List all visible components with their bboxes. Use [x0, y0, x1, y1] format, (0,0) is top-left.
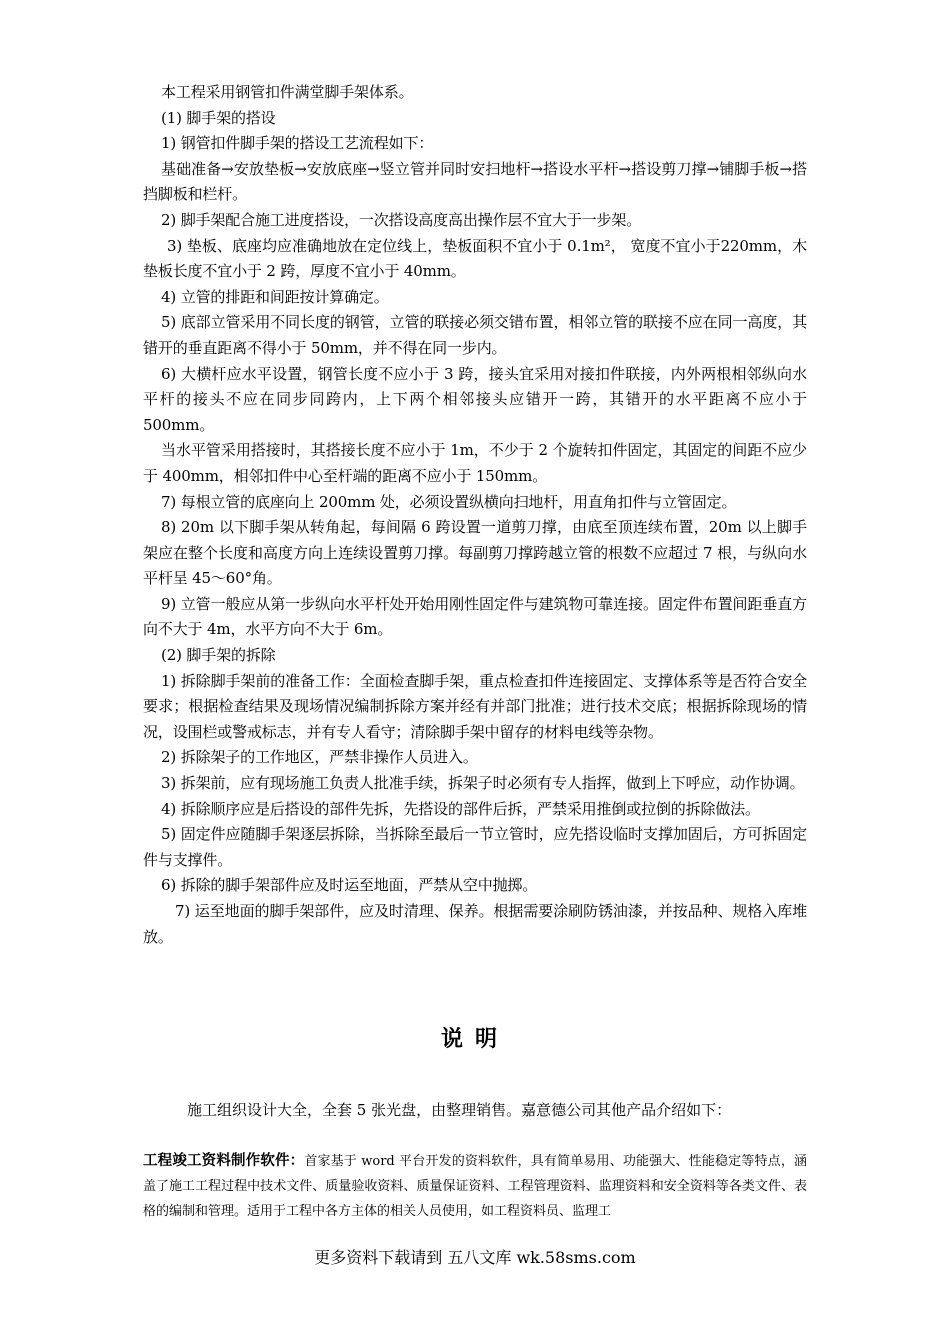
body-paragraph: 1) 拆除脚手架前的准备工作：全面检查脚手架，重点检查扣件连接固定、支撑体系等是否符合安全要求；根据检查结果及现场情况编制拆除方案并经有并部门批准；进行技术交底；根据拆除现场的情况，设围栏或警戒标志，并有专人看守；清除脚手架中留存的材料电线等杂物。 [143, 671, 807, 741]
body-paragraph: 当水平管采用搭接时，其搭接长度不应小于 1m，不少于 2 个旋转扣件固定，其固定的间距不应少于 400mm，相邻扣件中心至杆端的距离不应小于 150mm。 [143, 441, 807, 485]
product-description [143, 1148, 807, 1224]
footer-note: 更多资料下载请到 五八文库 wk.58sms.com [314, 1248, 636, 1267]
body-paragraph: 3) 垫板、底座均应准确地放在定位线上，垫板面积不宜小于 0.1m²， 宽度不宜小于220mm，木垫板长度不宜小于 2 跨，厚度不宜小于 40mm。 [143, 236, 807, 281]
body-paragraph: 4) 立管的排距和间距按计算确定。 [161, 287, 389, 306]
body-paragraph: 2) 脚手架配合施工进度搭设，一次搭设高度高出操作层不宜大于一步架。 [161, 210, 642, 229]
body-paragraph: 2) 拆除架子的工作地区，严禁非操作人员进入。 [161, 748, 478, 767]
body-paragraph: 4) 拆除顺序应是后搭设的部件先拆，先搭设的部件后拆，严禁采用推倒或拉倒的拆除做法。 [161, 799, 760, 818]
body-paragraph: 基础准备→安放垫板→安放底座→竖立管并同时安扫地杆→搭设水平杆→搭设剪刀撑→铺脚手板→搭挡脚板和栏杆。 [143, 159, 807, 204]
body-paragraph: (1) 脚手架的搭设 [161, 108, 276, 127]
body-text [143, 80, 807, 950]
body-paragraph: (2) 脚手架的拆除 [161, 646, 276, 665]
product-label: 工程竣工资料制作软件： [143, 1152, 305, 1169]
body-paragraph: 7) 每根立管的底座向上 200mm 处，必须设置纵横向扫地杆，用直角扣件与立管固定。 [161, 492, 737, 511]
body-paragraph: 6) 大横杆应水平设置，钢管长度不应小于 3 跨，接头宜采用对接扣件联接，内外两根相邻纵向水平杆的接头不应在同步同跨内，上下两个相邻接头应错开一跨，其错开的水平距离不应小于 500mm。 [143, 364, 807, 434]
body-paragraph: 5) 固定件应随脚手架逐层拆除，当拆除至最后一节立管时，应先搭设临时支撑加固后，方可拆固定件与支撑件。 [143, 825, 807, 869]
body-paragraph: 6) 拆除的脚手架部件应及时运至地面，严禁从空中抛掷。 [161, 876, 538, 895]
body-paragraph: 1) 钢管扣件脚手架的搭设工艺流程如下： [161, 134, 434, 153]
body-paragraph: 8) 20m 以下脚手架从转角起，每间隔 6 跨设置一道剪刀撑，由底至顶连续布置，20m 以上脚手架应在整个长度和高度方向上连续设置剪刀撑。每副剪刀撑跨越立管的根数不应超过 7 根，与纵向水平杆呈 45～60°角。 [143, 518, 807, 588]
body-paragraph: 本工程采用钢管扣件满堂脚手架体系。 [161, 83, 414, 101]
intro-paragraph: 施工组织设计大全，全套 5 张光盘，由整理销售。嘉意德公司其他产品介绍如下： [187, 1101, 732, 1119]
body-paragraph: 7) 运至地面的脚手架部件，应及时清理、保养。根据需要涂刷防锈油漆，并按品种、规格入库堆放。 [143, 902, 807, 946]
body-paragraph: 5) 底部立管采用不同长度的钢管，立管的联接必须交错布置，相邻立管的联接不应在同一高度，其错开的垂直距离不得小于 50mm，并不得在同一步内。 [143, 313, 807, 357]
product-text: 首家基于 word 平台开发的资料软件，具有简单易用、功能强大、性能稳定等特点，涵盖了施工工程过程中技术文件、质量验收资料、质量保证资料、工程管理资料、监理资料和安全资料等各类文件、表格的编制和管理。适用于工程中各方主体的相关人员使用，如工程资料员、监理工 [143, 1154, 807, 1219]
body-paragraph: 9) 立管一般应从第一步纵向水平杆处开始用刚性固定件与建筑物可靠连接。固定件布置间距垂直方向不大于 4m，水平方向不大于 6m。 [143, 594, 807, 639]
body-paragraph: 3) 拆架前，应有现场施工负责人批准手续，拆架子时必须有专人指挥，做到上下呼应，动作协调。 [161, 774, 805, 793]
section-title: 说明 [440, 1026, 509, 1052]
